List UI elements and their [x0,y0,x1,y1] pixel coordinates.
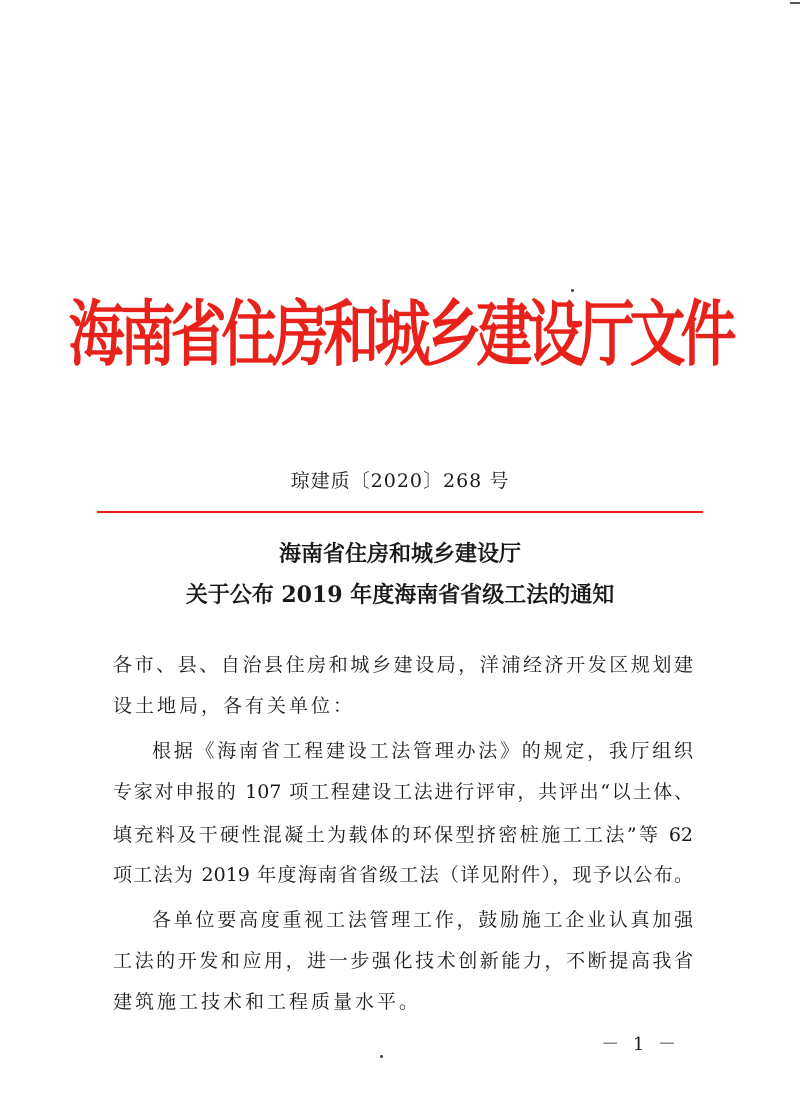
body-line: 工法的开发和应用，进一步强化技术创新能力，不断提高我省 [113,950,693,972]
body-line: 根据《海南省工程建设工法管理办法》的规定，我厅组织 [152,740,693,762]
body-line: 设土地局，各有关单位： [113,695,356,717]
body-line: 项工法为 2019 年度海南省省级工法（详见附件），现予以公布。 [113,864,693,886]
body-line: 填充料及干硬性混凝土为载体的环保型挤密桩施工工法”等 62 [113,824,693,846]
body-line: 建筑施工技术和工程质量水平。 [113,991,422,1013]
red-divider-rule [97,511,703,513]
document-header-title: 海南省住房和城乡建设厅文件 [68,293,732,377]
notice-title-line-2: 关于公布 2019 年度海南省省级工法的通知 [185,582,615,608]
body-line: 专家对申报的 107 项工程建设工法进行评审，共评出“以土体、 [113,781,693,803]
scan-edge-mark [790,2,800,4]
document-number: 琼建质〔2020〕268 号 [290,470,510,492]
body-line: 各单位要高度重视工法管理工作，鼓励施工企业认真加强 [152,909,693,931]
body-line: 各市、县、自治县住房和城乡建设局，洋浦经济开发区规划建 [113,654,693,676]
page-number: － 1 － [601,1034,680,1055]
scan-speck [571,289,574,292]
notice-title-line-1: 海南省住房和城乡建设厅 [278,541,521,567]
scan-speck [380,1055,383,1058]
